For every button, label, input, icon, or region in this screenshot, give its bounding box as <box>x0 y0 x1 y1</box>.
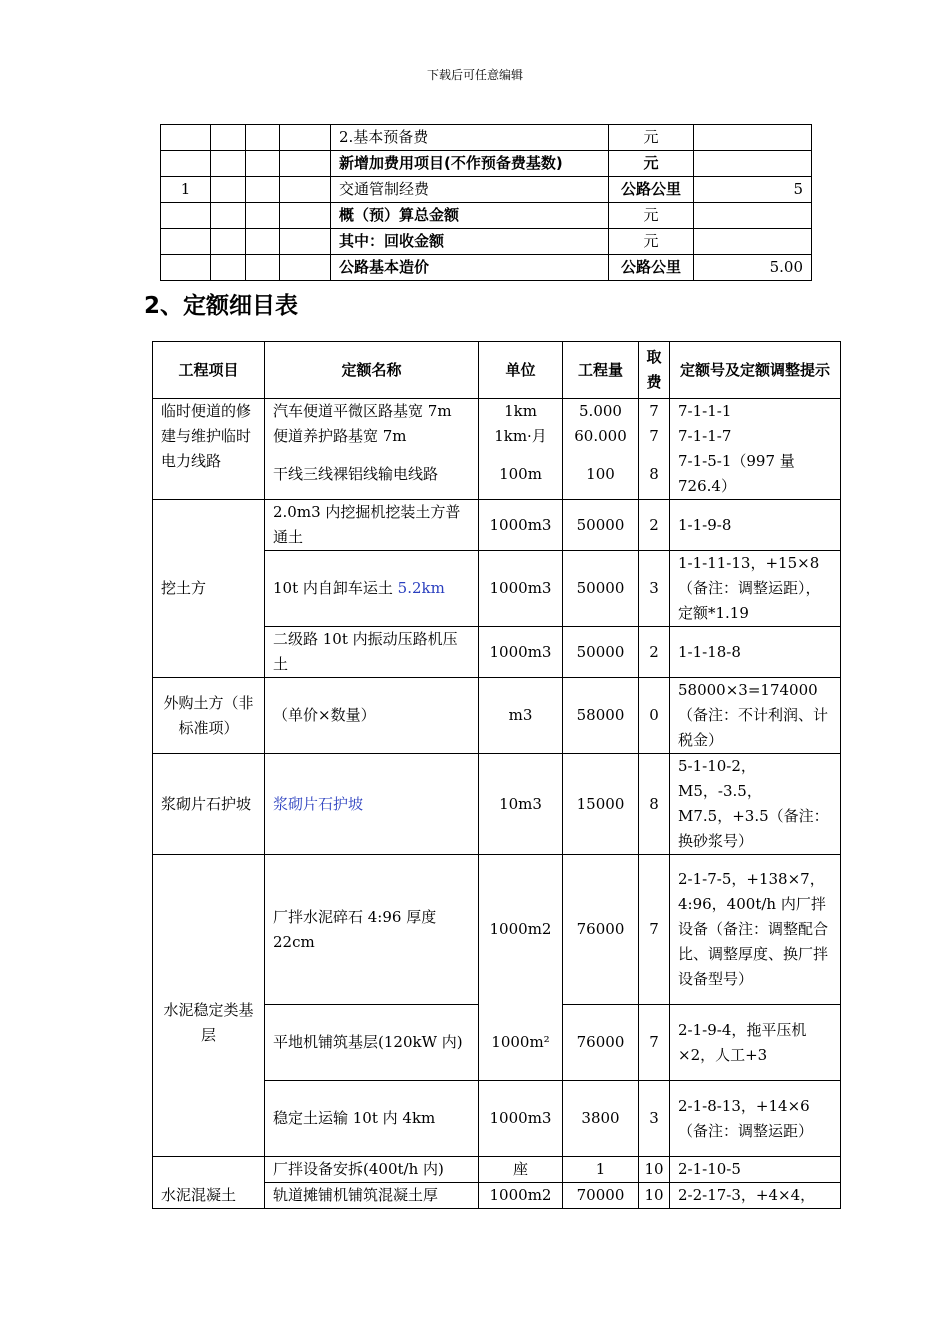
quantity: 5.000 <box>579 402 622 420</box>
quantity: 3800 <box>563 1081 639 1157</box>
item-name: 公路基本造价 <box>331 255 609 281</box>
quantity: 50000 <box>563 500 639 551</box>
fee: 7 <box>649 402 659 420</box>
quota-name-cell <box>265 399 479 500</box>
code-cell <box>670 399 841 500</box>
item-amount: 5 <box>694 177 812 203</box>
quota-name: 厂拌设备安拆(400t/h 内) <box>265 1157 479 1183</box>
quota-name: 厂拌水泥碎石 4:96 厚度 22cm <box>265 855 479 1005</box>
quota-name: 二级路 10t 内振动压路机压土 <box>265 627 479 678</box>
table-row <box>161 255 812 281</box>
table-row <box>161 177 812 203</box>
item-unit: 元 <box>609 203 694 229</box>
item-name: 交通管制经费 <box>331 177 609 203</box>
column-header: 工程量 <box>563 342 639 399</box>
unit: 1000m3 <box>479 500 563 551</box>
quota-code: 1-1-9-8 <box>670 500 841 551</box>
section-title: 2、定额细目表 <box>144 293 299 319</box>
quota-code: 2-1-8-13，+14×6（备注：调整运距） <box>670 1081 841 1157</box>
project-cell: 挖土方 <box>153 500 265 678</box>
quota-code: 2-1-9-4，拖平压机×2，人工+3 <box>670 1005 841 1081</box>
quantity: 76000 <box>563 1005 639 1081</box>
item-amount <box>694 229 812 255</box>
quantity: 70000 <box>563 1183 639 1209</box>
quota-name: 2.0m3 内挖掘机挖装土方普通土 <box>265 500 479 551</box>
column-header: 定额号及定额调整提示 <box>670 342 841 399</box>
quota-code: 2-1-10-5 <box>670 1157 841 1183</box>
quantity: 50000 <box>563 551 639 627</box>
item-name: 2.基本预备费 <box>331 125 609 151</box>
quota-name-cell <box>265 551 479 627</box>
table-row <box>153 855 841 1005</box>
qty-cell <box>563 399 639 500</box>
quota-code: 58000×3=174000（备注：不计利润、计税金） <box>670 678 841 754</box>
quota-code: 7-1-1-1 <box>678 402 732 420</box>
column-header: 工程项目 <box>153 342 265 399</box>
unit: 座 <box>479 1157 563 1183</box>
table-row <box>161 229 812 255</box>
table-row <box>153 754 841 855</box>
fee: 3 <box>639 1081 670 1157</box>
quota-name-highlight: 5.2km <box>397 579 445 597</box>
quota-code: 7-1-1-7 <box>678 427 732 445</box>
project-cell: 水泥稳定类基 层 <box>153 855 265 1157</box>
quantity: 50000 <box>563 627 639 678</box>
item-amount: 5.00 <box>694 255 812 281</box>
quota-detail-table <box>152 341 841 1209</box>
quota-name: 平地机铺筑基层(120kW 内) <box>265 1005 479 1081</box>
quantity: 1 <box>563 1157 639 1183</box>
fee: 2 <box>639 500 670 551</box>
quantity: 60.000 <box>574 427 627 445</box>
table-row <box>153 500 841 551</box>
fee: 8 <box>639 754 670 855</box>
column-header: 定额名称 <box>265 342 479 399</box>
project-cell: 水泥混凝土 <box>153 1183 265 1209</box>
item-amount <box>694 125 812 151</box>
quantity: 76000 <box>563 855 639 1005</box>
fee: 10 <box>639 1183 670 1209</box>
quota-name: 干线三线裸铝线输电线路 <box>273 465 439 483</box>
unit: 1000m2 <box>479 855 563 1005</box>
fee-cell <box>639 399 670 500</box>
unit: 1000m3 <box>479 627 563 678</box>
table-row <box>153 1183 841 1209</box>
item-amount <box>694 151 812 177</box>
fee: 10 <box>639 1157 670 1183</box>
item-amount <box>694 203 812 229</box>
project-cell: 浆砌片石护坡 <box>153 754 265 855</box>
unit: 10m3 <box>479 754 563 855</box>
quota-code: 1-1-18-8 <box>670 627 841 678</box>
table-header-row <box>153 342 841 399</box>
unit-cell <box>479 399 563 500</box>
quantity: 58000 <box>563 678 639 754</box>
project-cell: 临时便道的修建与维护临时电力线路 <box>153 399 265 500</box>
summary-table <box>160 124 812 281</box>
item-unit: 公路公里 <box>609 255 694 281</box>
quota-code: 1-1-11-13，+15×8（备注：调整运距），定额*1.19 <box>670 551 841 627</box>
column-header: 单位 <box>479 342 563 399</box>
unit: 1000m2 <box>479 1183 563 1209</box>
unit: 1000m² <box>479 1005 563 1081</box>
table-row <box>153 678 841 754</box>
item-unit: 元 <box>609 125 694 151</box>
item-unit: 元 <box>609 229 694 255</box>
unit: m3 <box>479 678 563 754</box>
unit: 100m <box>499 465 542 483</box>
table-row <box>161 203 812 229</box>
page-header-note: 下载后可任意编辑 <box>426 68 523 82</box>
quota-name: 浆砌片石护坡 <box>265 754 479 855</box>
fee: 3 <box>639 551 670 627</box>
quota-code: 2-1-7-5，+138×7，4:96，400t/h 内厂拌设备（备注：调整配合比、调整厚度、换厂拌设备型号） <box>670 855 841 1005</box>
quota-code: 7-1-5-1（997 量 726.4） <box>678 452 795 495</box>
unit: 1km <box>504 402 537 420</box>
quantity: 100 <box>586 465 615 483</box>
table-row <box>161 151 812 177</box>
fee: 0 <box>639 678 670 754</box>
item-name: 新增加费用项目(不作预备费基数) <box>331 151 609 177</box>
quota-name: 汽车便道平微区路基宽 7m <box>273 402 452 420</box>
item-index: 1 <box>161 177 211 203</box>
table-row <box>153 1157 841 1183</box>
fee: 8 <box>649 465 659 483</box>
quantity: 15000 <box>563 754 639 855</box>
quota-name: （单价×数量） <box>265 678 479 754</box>
column-header: 取费 <box>639 342 670 399</box>
unit: 1km·月 <box>494 427 547 445</box>
quota-name: 10t 内自卸车运土 <box>273 579 398 597</box>
unit: 1000m3 <box>479 551 563 627</box>
item-unit: 公路公里 <box>609 177 694 203</box>
fee: 7 <box>649 427 659 445</box>
project-cell: 外购土方（非标准项） <box>153 678 265 754</box>
quota-code: 2-2-17-3，+4×4， <box>670 1183 841 1209</box>
quota-name: 轨道摊铺机铺筑混凝土厚 <box>265 1183 479 1209</box>
item-unit: 元 <box>609 151 694 177</box>
unit: 1000m3 <box>479 1081 563 1157</box>
quota-name: 便道养护路基宽 7m <box>273 427 407 445</box>
quota-code: 5-1-10-2，M5，-3.5，M7.5，+3.5（备注：换砂浆号） <box>670 754 841 855</box>
fee: 7 <box>639 1005 670 1081</box>
table-row <box>161 125 812 151</box>
fee: 2 <box>639 627 670 678</box>
item-name: 概（预）算总金额 <box>331 203 609 229</box>
table-row <box>153 399 841 500</box>
fee: 7 <box>639 855 670 1005</box>
item-name: 其中：回收金额 <box>331 229 609 255</box>
quota-name: 稳定土运输 10t 内 4km <box>265 1081 479 1157</box>
